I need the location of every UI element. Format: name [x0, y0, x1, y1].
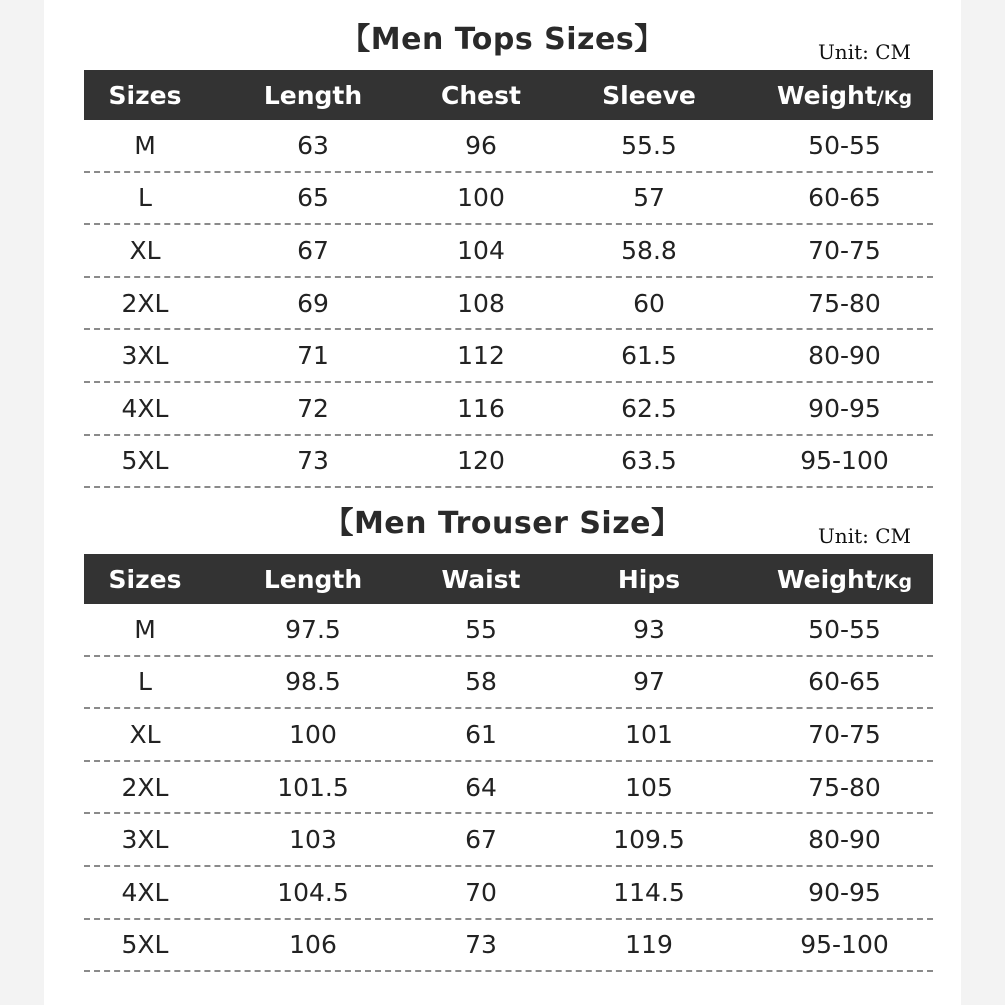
header-weight-label: Weight: [776, 80, 877, 110]
table-cell: 2XL: [121, 288, 169, 318]
header-waist: Waist: [441, 564, 521, 594]
table-cell: 73: [297, 446, 329, 476]
table-row: [84, 604, 933, 657]
table-cell: 55.5: [621, 130, 677, 160]
table-cell: 70: [465, 877, 497, 907]
table-cell: 80-90: [808, 341, 881, 371]
table-cell: 75-80: [808, 288, 881, 318]
table-row: [84, 814, 933, 867]
table-cell: 72: [297, 393, 329, 423]
header-weight-unit: /Kg: [876, 570, 913, 593]
tops-unit-label: Unit: CM: [817, 40, 911, 64]
header-weight: [756, 565, 933, 594]
table-row: [84, 709, 933, 762]
table-row: [84, 657, 933, 710]
table-cell: 104.5: [277, 877, 349, 907]
table-cell: 58: [465, 667, 497, 697]
header-weight-label: Weight: [776, 564, 877, 594]
table-row: [84, 762, 933, 815]
table-cell: M: [134, 130, 156, 160]
trousers-unit-label: Unit: CM: [817, 524, 911, 548]
table-cell: 50-55: [808, 130, 881, 160]
table-row: [84, 330, 933, 383]
table-cell: 4XL: [121, 877, 169, 907]
table-cell: 67: [465, 825, 497, 855]
table-cell: XL: [129, 235, 161, 265]
table-cell: 73: [465, 930, 497, 960]
table-cell: 103: [289, 825, 337, 855]
table-row: [84, 278, 933, 331]
header-sleeve: Sleeve: [602, 80, 696, 110]
table-cell: 55: [465, 614, 497, 644]
table-cell: 67: [297, 235, 329, 265]
header-sizes: Sizes: [108, 80, 182, 110]
header-weight: [756, 81, 933, 110]
table-row: [84, 867, 933, 920]
table-cell: 93: [633, 614, 665, 644]
size-chart-sheet: [44, 0, 961, 1005]
trousers-title: 【Men Trouser Size】: [323, 506, 682, 541]
table-cell: 75-80: [808, 772, 881, 802]
table-cell: 96: [465, 130, 497, 160]
trousers-table-body: [84, 604, 933, 972]
table-cell: 98.5: [285, 667, 341, 697]
table-cell: XL: [129, 719, 161, 749]
table-cell: M: [134, 614, 156, 644]
table-row: [84, 920, 933, 973]
table-cell: 97.5: [285, 614, 341, 644]
table-cell: 3XL: [121, 825, 169, 855]
table-cell: 106: [289, 930, 337, 960]
trousers-table-header: [84, 554, 933, 604]
table-cell: 97: [633, 667, 665, 697]
table-cell: 95-100: [800, 446, 889, 476]
tops-title: 【Men Tops Sizes】: [340, 22, 665, 57]
header-length: Length: [263, 80, 363, 110]
table-cell: 60: [633, 288, 665, 318]
table-cell: L: [138, 667, 152, 697]
table-cell: 120: [457, 446, 505, 476]
table-cell: 64: [465, 772, 497, 802]
table-cell: 109.5: [613, 825, 685, 855]
table-cell: 2XL: [121, 772, 169, 802]
tops-table-header: [84, 70, 933, 120]
table-cell: 104: [457, 235, 505, 265]
table-cell: 60-65: [808, 667, 881, 697]
tops-table-body: [84, 120, 933, 488]
table-cell: 101.5: [277, 772, 349, 802]
table-cell: 69: [297, 288, 329, 318]
table-cell: 80-90: [808, 825, 881, 855]
table-row: [84, 383, 933, 436]
table-cell: L: [138, 183, 152, 213]
table-cell: 71: [297, 341, 329, 371]
table-row: [84, 173, 933, 226]
table-cell: 50-55: [808, 614, 881, 644]
table-cell: 100: [289, 719, 337, 749]
header-chest: Chest: [441, 80, 521, 110]
table-row: [84, 120, 933, 173]
table-cell: 65: [297, 183, 329, 213]
table-cell: 70-75: [808, 719, 881, 749]
table-cell: 61: [465, 719, 497, 749]
table-cell: 105: [625, 772, 673, 802]
header-sizes: Sizes: [108, 564, 182, 594]
table-cell: 57: [633, 183, 665, 213]
table-cell: 3XL: [121, 341, 169, 371]
table-cell: 116: [457, 393, 505, 423]
table-row: [84, 436, 933, 489]
table-cell: 90-95: [808, 877, 881, 907]
table-cell: 60-65: [808, 183, 881, 213]
header-weight-unit: /Kg: [876, 86, 913, 109]
table-cell: 100: [457, 183, 505, 213]
table-cell: 119: [625, 930, 673, 960]
header-length: Length: [263, 564, 363, 594]
table-cell: 63: [297, 130, 329, 160]
table-cell: 101: [625, 719, 673, 749]
table-cell: 63.5: [621, 446, 677, 476]
table-cell: 58.8: [621, 235, 677, 265]
table-row: [84, 225, 933, 278]
table-cell: 95-100: [800, 930, 889, 960]
table-cell: 108: [457, 288, 505, 318]
table-cell: 4XL: [121, 393, 169, 423]
table-cell: 61.5: [621, 341, 677, 371]
table-cell: 5XL: [121, 930, 169, 960]
table-cell: 62.5: [621, 393, 677, 423]
table-cell: 5XL: [121, 446, 169, 476]
header-hips: Hips: [617, 564, 681, 594]
table-cell: 112: [457, 341, 505, 371]
table-cell: 70-75: [808, 235, 881, 265]
table-cell: 90-95: [808, 393, 881, 423]
table-cell: 114.5: [613, 877, 685, 907]
